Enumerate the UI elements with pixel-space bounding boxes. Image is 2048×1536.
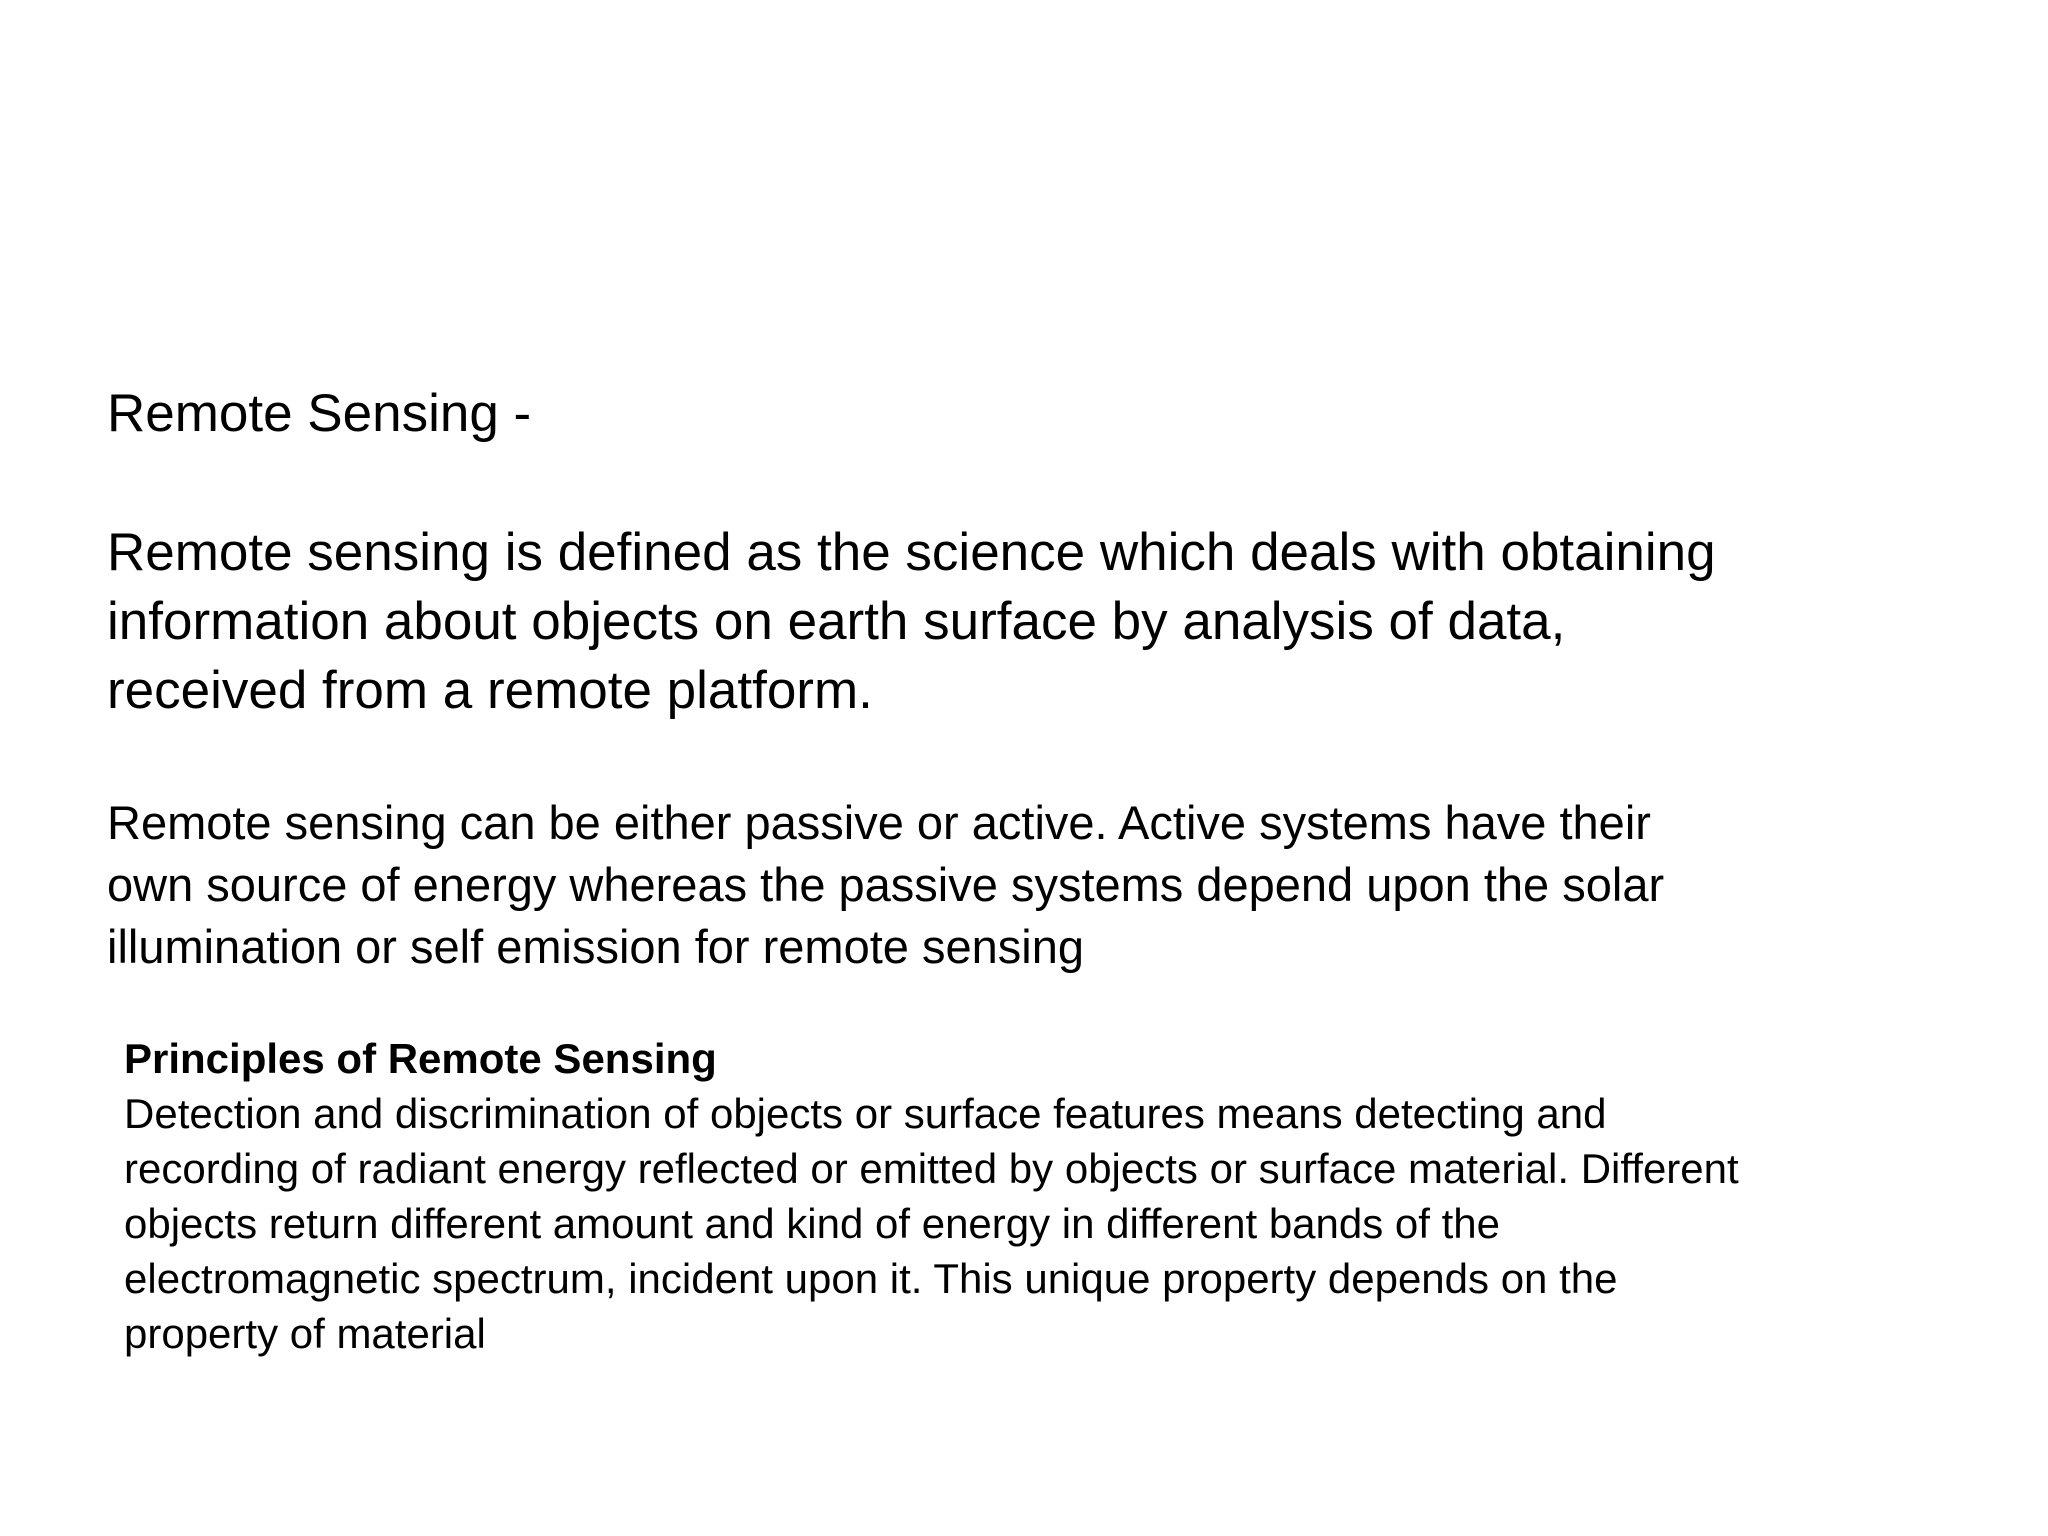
principles-line: Detection and discrimination of objects or surface features means detecting and xyxy=(124,1090,1607,1137)
definition-paragraph xyxy=(107,518,1987,725)
principles-heading: Principles of Remote Sensing xyxy=(124,1035,717,1082)
types-line: Remote sensing can be either passive or active. Active systems have their xyxy=(107,796,1651,849)
principles-line: electromagnetic spectrum, incident upon it. This unique property depends on the xyxy=(124,1255,1618,1302)
types-paragraph xyxy=(107,792,1987,978)
definition-line: Remote sensing is defined as the science which deals with obtaining xyxy=(107,523,1716,582)
principles-line: property of material xyxy=(124,1310,486,1357)
definition-line: information about objects on earth surface by analysis of data, xyxy=(107,592,1566,651)
types-line: illumination or self emission for remote sensing xyxy=(107,920,1084,973)
slide-title: Remote Sensing - xyxy=(107,384,532,443)
principles-line: objects return different amount and kind of energy in different bands of the xyxy=(124,1200,1501,1247)
types-line: own source of energy whereas the passive systems depend upon the solar xyxy=(107,858,1665,911)
principles-line: recording of radiant energy reflected or emitted by objects or surface material. Different xyxy=(124,1145,1739,1192)
principles-paragraph xyxy=(124,1086,2004,1361)
definition-line: received from a remote platform. xyxy=(107,661,873,720)
